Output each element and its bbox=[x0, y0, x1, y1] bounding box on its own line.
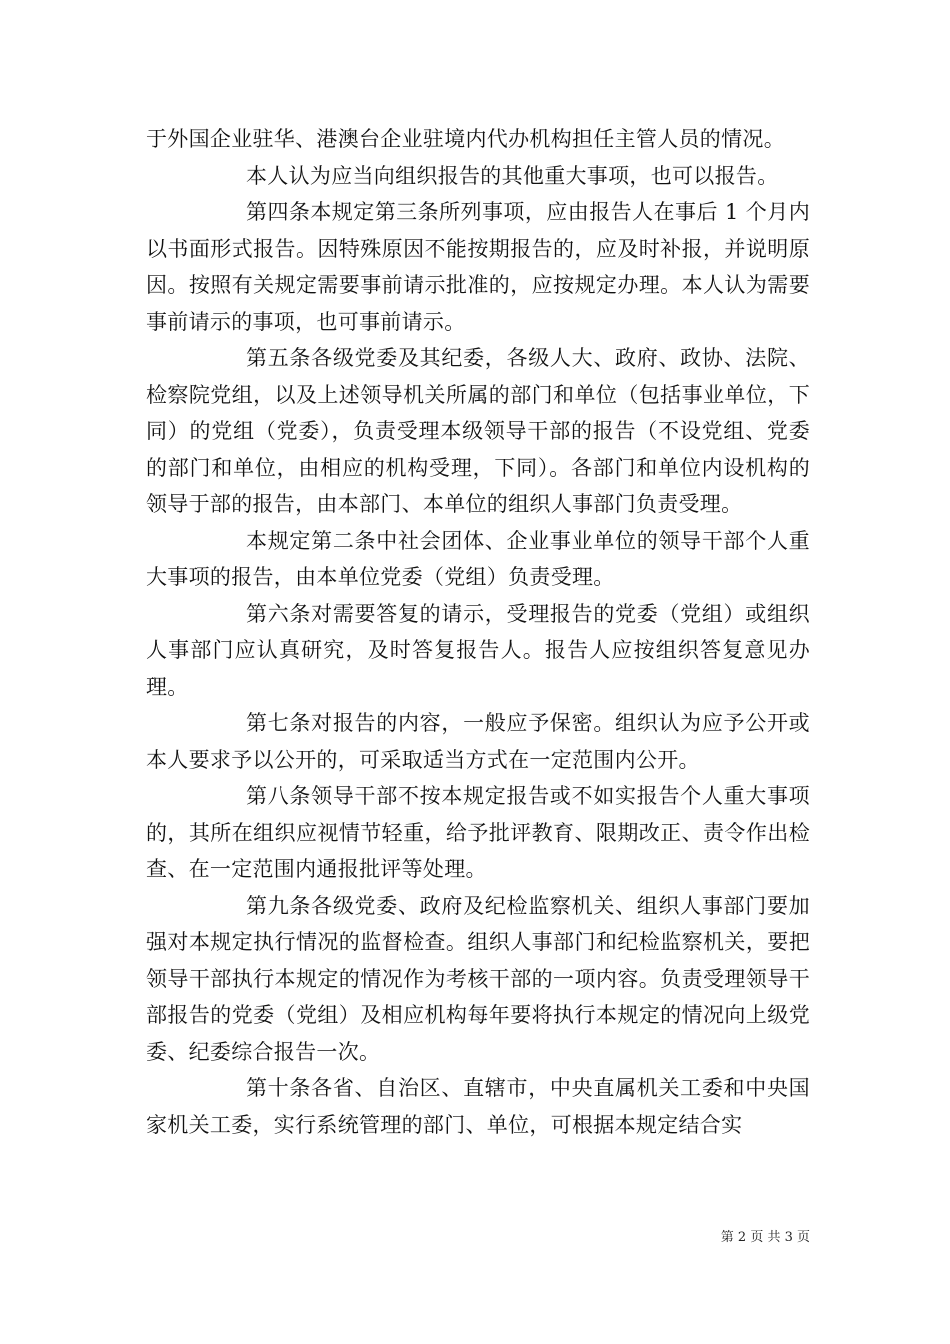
paragraph-article-5: 第五条各级党委及其纪委，各级人大、政府、政协、法院、检察院党组，以及上述领导机关所属的部门和单位（包括事业单位，下同）的党组（党委），负责受理本级领导干部的报告（不设党组、党委的部门和单位，由相应的机构受理，下同）。各部门和单位内设机构的领导于部的报告，由本部门、本单位的组织人事部门负责受理。 bbox=[146, 346, 810, 516]
paragraph-article-7: 第七条对报告的内容，一般应予保密。组织认为应予公开或本人要求予以公开的，可采取适当方式在一定范围内公开。 bbox=[146, 711, 810, 772]
paragraph-continuation: 于外国企业驻华、港澳台企业驻境内代办机构担任主管人员的情况。 bbox=[146, 127, 785, 151]
page-number-footer: 第 2 页 共 3 页 bbox=[720, 1230, 810, 1245]
paragraph-article-4: 第四条本规定第三条所列事项，应由报告人在事后 1 个月内以书面形式报告。因特殊原因不能按期报告的，应及时补报，并说明原因。按照有关规定需要事前请示批准的，应按规定办理。本人认为需要事前请示的事项，也可事前请示。 bbox=[146, 200, 810, 334]
paragraph-article-6: 第六条对需要答复的请示，受理报告的党委（党组）或组织人事部门应认真研究，及时答复报告人。报告人应按组织答复意见办理。 bbox=[146, 601, 810, 699]
paragraph-article-8: 第八条领导干部不按本规定报告或不如实报告个人重大事项的，其所在组织应视情节轻重，给予批评教育、限期改正、责令作出检查、在一定范围内通报批评等处理。 bbox=[146, 784, 810, 881]
paragraph-article-10: 第十条各省、自治区、直辖市，中央直属机关工委和中央国家机关工委，实行系统管理的部门、单位，可根据本规定结合实 bbox=[146, 1076, 810, 1137]
document-body bbox=[146, 121, 810, 1143]
paragraph-other-matters: 本人认为应当向组织报告的其他重大事项，也可以报告。 bbox=[246, 163, 779, 188]
paragraph-article-9: 第九条各级党委、政府及纪检监察机关、组织人事部门要加强对本规定执行情况的监督检查。组织人事部门和纪检监察机关，要把领导干部执行本规定的情况作为考核干部的一项内容。负责受理领导干部报告的党委（党组）及相应机构每年要将执行本规定的情况向上级党委、纪委综合报告一次。 bbox=[146, 893, 810, 1064]
paragraph-article-2-reference: 本规定第二条中社会团体、企业事业单位的领导干部个人重大事项的报告，由本单位党委（党组）负责受理。 bbox=[146, 528, 810, 589]
